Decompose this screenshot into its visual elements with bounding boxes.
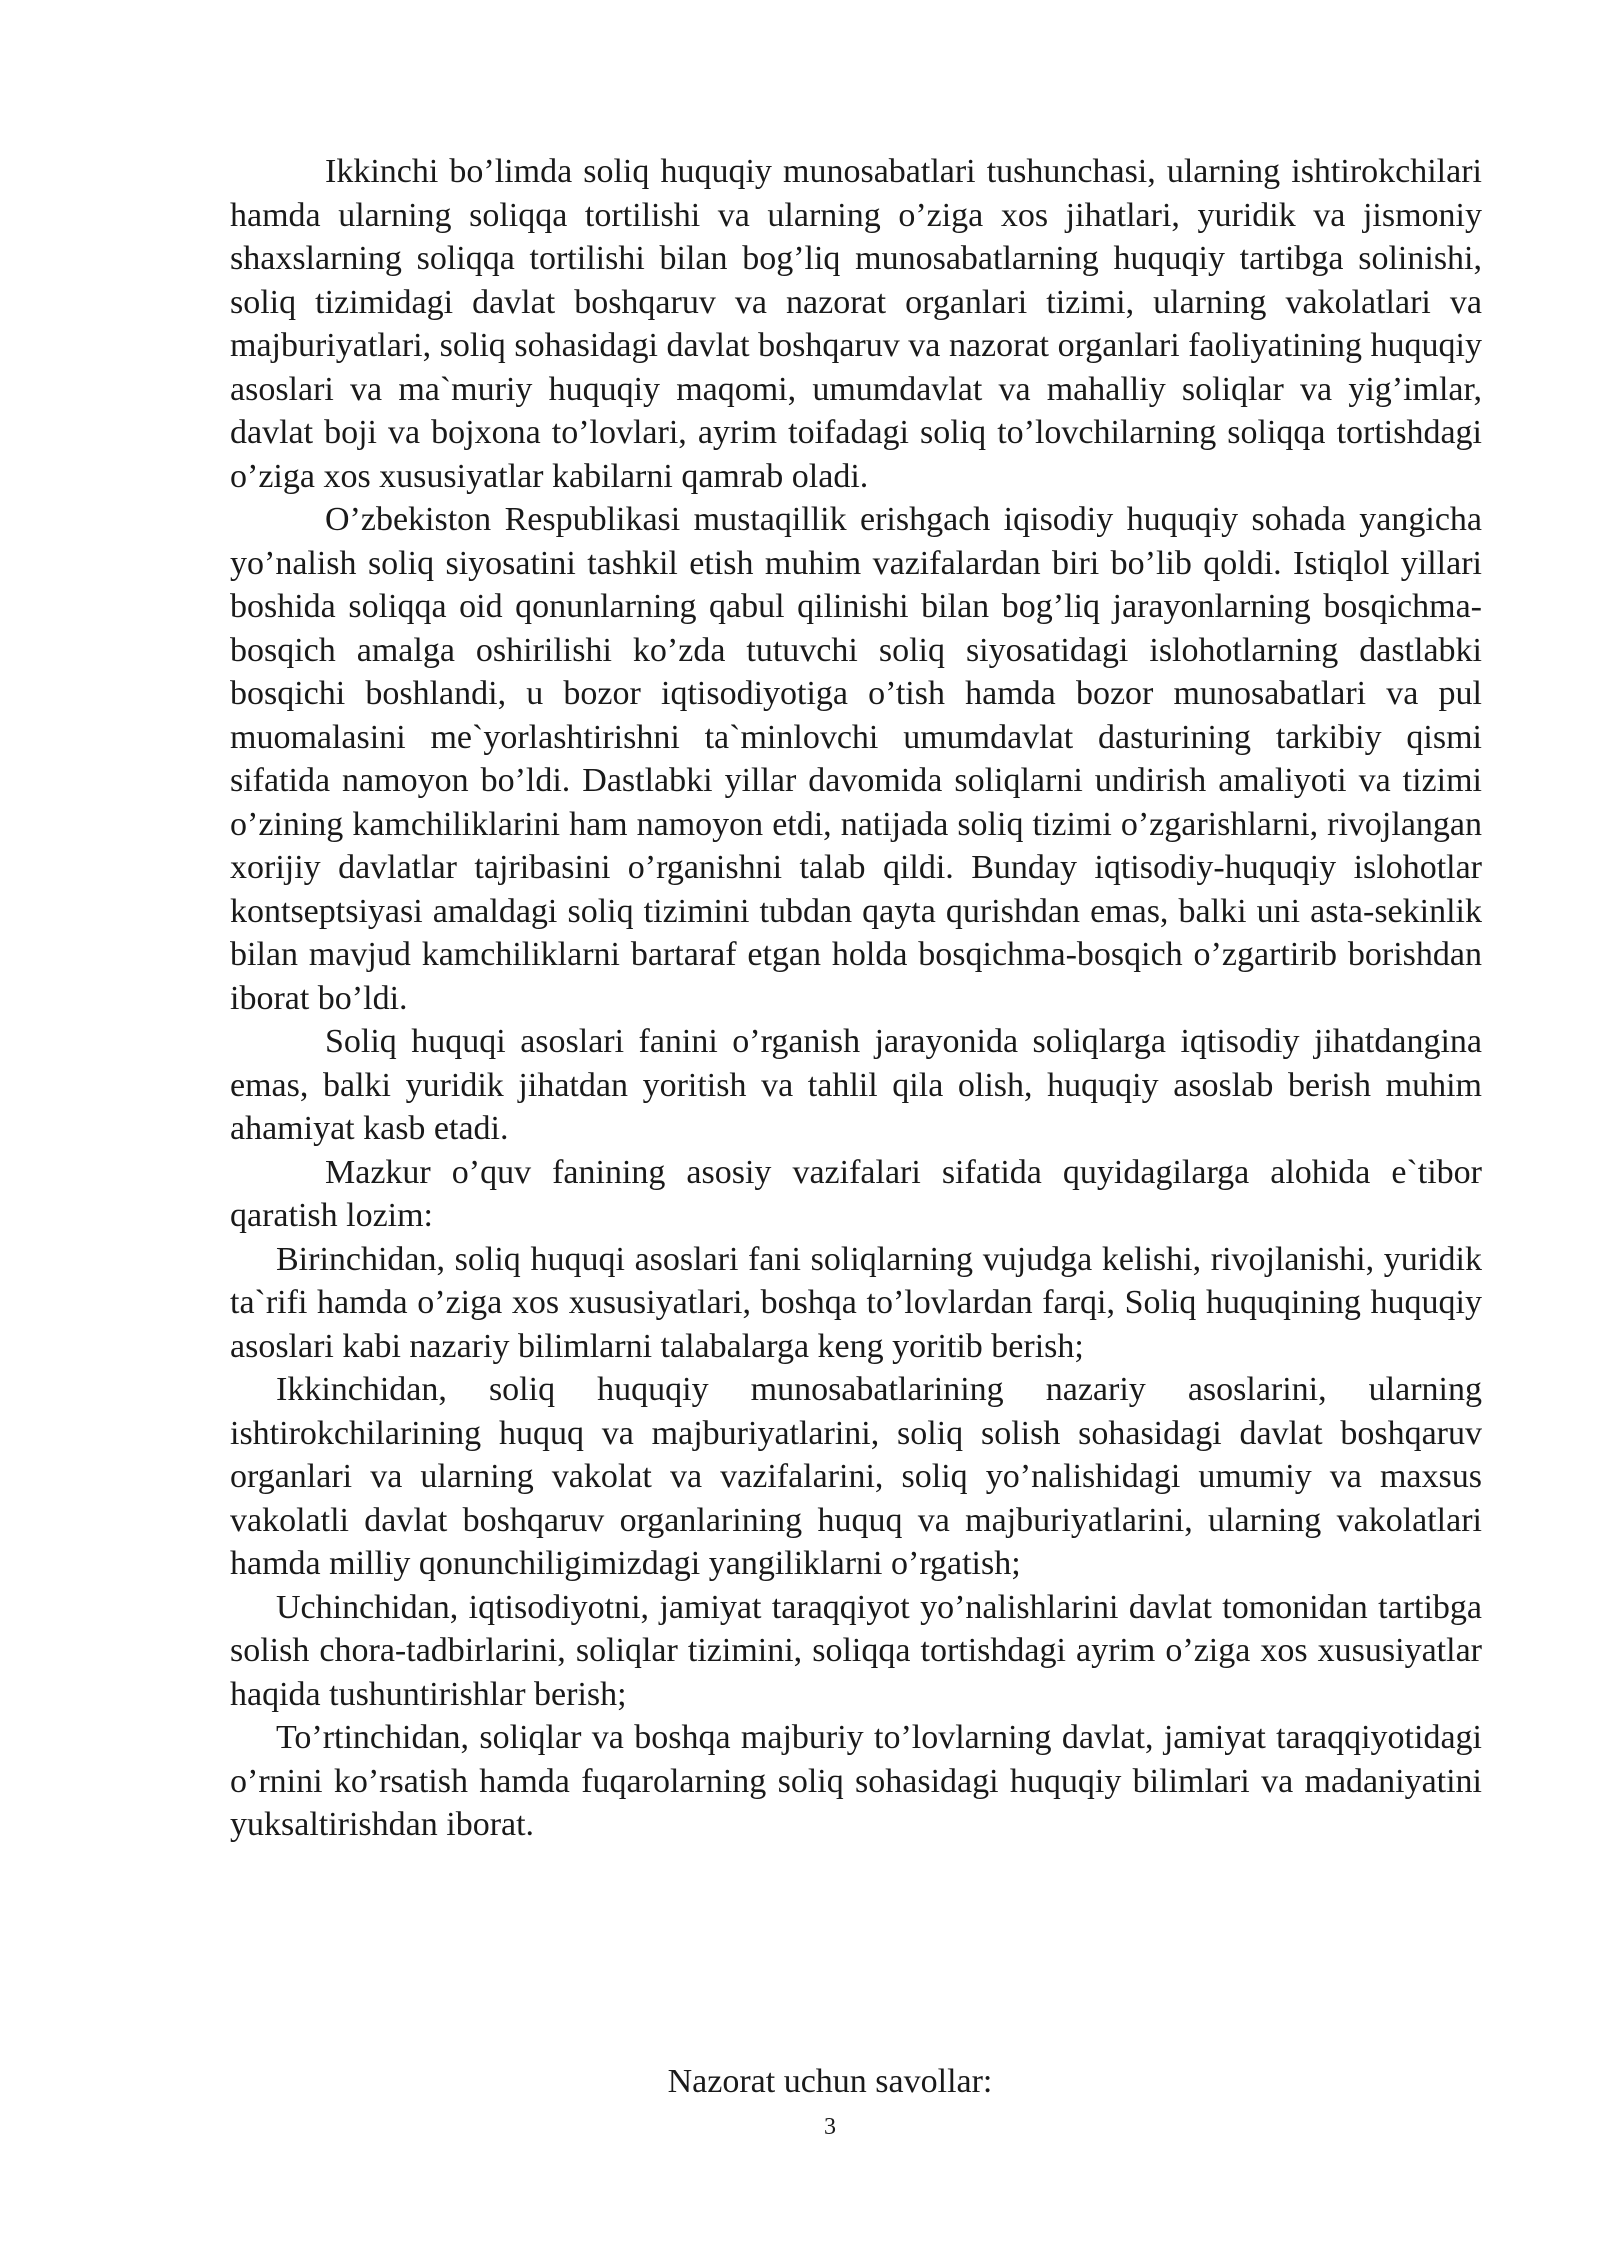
paragraph-course-study: Soliq huquqi asoslari fanini o’rganish jarayonida soliqlarga iqtisodiy jihatdangina emas, balki yuridik jihatdan yoritish va tahlil qila olish, huquqiy asoslab berish muhim ahamiyat kasb etadi.: [230, 1023, 1482, 1147]
body-text: [230, 150, 1482, 1847]
section-heading-wrapper: [0, 2060, 1600, 2104]
paragraph-task-fourth: To’rtinchidan, soliqlar va boshqa majburiy to’lovlarning davlat, jamiyat taraqqiyotidagi o’rnini ko’rsatish hamda fuqarolarning soliq sohasidagi huquqiy bilimlari va madaniyatini yuksaltirishdan iborat.: [230, 1719, 1482, 1843]
paragraph-task-second: Ikkinchidan, soliq huquqiy munosabatlarining nazariy asoslarini, ularning ishtirokchilarining huquq va majburiyatlarini, soliq solish sohasidagi davlat boshqaruv organlari va ularning vakolat va vazifalarini, soliq yo’nalishidagi umumiy va maxsus vakolatli davlat boshqaruv organlarining huquq va majburiyatlarini, ularning vakolatlari hamda milliy qonunchiligimizdagi yangiliklarni o’rgatish;: [230, 1371, 1482, 1582]
page-number-wrapper: [0, 2112, 1600, 2142]
section-heading: Nazorat uchun savollar:: [667, 2063, 993, 2100]
paragraph-task-third: Uchinchidan, iqtisodiyotni, jamiyat taraqqiyot yo’nalishlarini davlat tomonidan tartibga solish chora-tadbirlarini, soliqlar tizimini, soliqqa tortishdagi ayrim o’ziga xos xususiyatlar haqida tushuntirishlar berish;: [230, 1588, 1482, 1713]
paragraph-task-first: Birinchidan, soliq huquqi asoslari fani soliqlarning vujudga kelishi, rivojlanishi, yuridik ta`rifi hamda o’ziga xos xususiyatlari, boshqa to’lovlardan farqi, Soliq huquqining huquqiy asoslari kabi nazariy bilimlarni talabalarga keng yoritib berish;: [230, 1240, 1482, 1365]
page-number: 3: [824, 2114, 836, 2140]
paragraph-section-overview: Ikkinchi bo’limda soliq huquqiy munosabatlari tushunchasi, ularning ishtirokchilari hamda ularning soliqqa tortilishi va ularning o’ziga xos jihatlari, yuridik va jismoniy shaxslarning soliqqa tortilishi bilan bog’liq munosabatlarning huquqiy tartibga solinishi, soliq tizimidagi davlat boshqaruv va nazorat organlari tizimi, ularning vakolatlari va majburiyatlari, soliq sohasidagi davlat boshqaruv va nazorat organlari faoliyatining huquqiy asoslari va ma`muriy huquqiy maqomi, umumdavlat va mahalliy soliqlar va yig’imlar, davlat boji va bojxona to’lovlari, ayrim toifadagi soliq to’lovchilarning soliqqa tortishdagi o’ziga xos xususiyatlar kabilarni qamrab oladi.: [230, 153, 1482, 495]
paragraph-independence-tax-policy: O’zbekiston Respublikasi mustaqillik erishgach iqisodiy huquqiy sohada yangicha yo’nalish soliq siyosatini tashkil etish muhim vazifalardan biri bo’lib qoldi. Istiqlol yillari boshida soliqqa oid qonunlarning qabul qilinishi bilan bog’liq jarayonlarning bosqichma-bosqich amalga oshirilishi ko’zda tutuvchi soliq siyosatidagi islohotlarning dastlabki bosqichi boshlandi, u bozor iqtisodiyotiga o’tish hamda bozor munosabatlari va pul muomalasini me`yorlashtirishni ta`minlovchi umumdavlat dasturining tarkibiy qismi sifatida namoyon bo’ldi. Dastlabki yillar davomida soliqlarni undirish amaliyoti va tizimi o’zining kamchiliklarini ham namoyon etdi, natijada soliq tizimi o’zgarishlarni, rivojlangan xorijiy davlatlar tajribasini o’rganishni talab qildi. Bunday iqtisodiy-huquqiy islohotlar kontseptsiyasi amaldagi soliq tizimini tubdan qayta qurishdan emas, balki uni asta-sekinlik bilan mavjud kamchiliklarni bartaraf etgan holda bosqichma-bosqich o’zgartirib borishdan iborat bo’ldi.: [230, 501, 1482, 1017]
paragraph-course-tasks-intro: Mazkur o’quv fanining asosiy vazifalari sifatida quyidagilarga alohida e`tibor qaratish lozim:: [230, 1153, 1482, 1234]
